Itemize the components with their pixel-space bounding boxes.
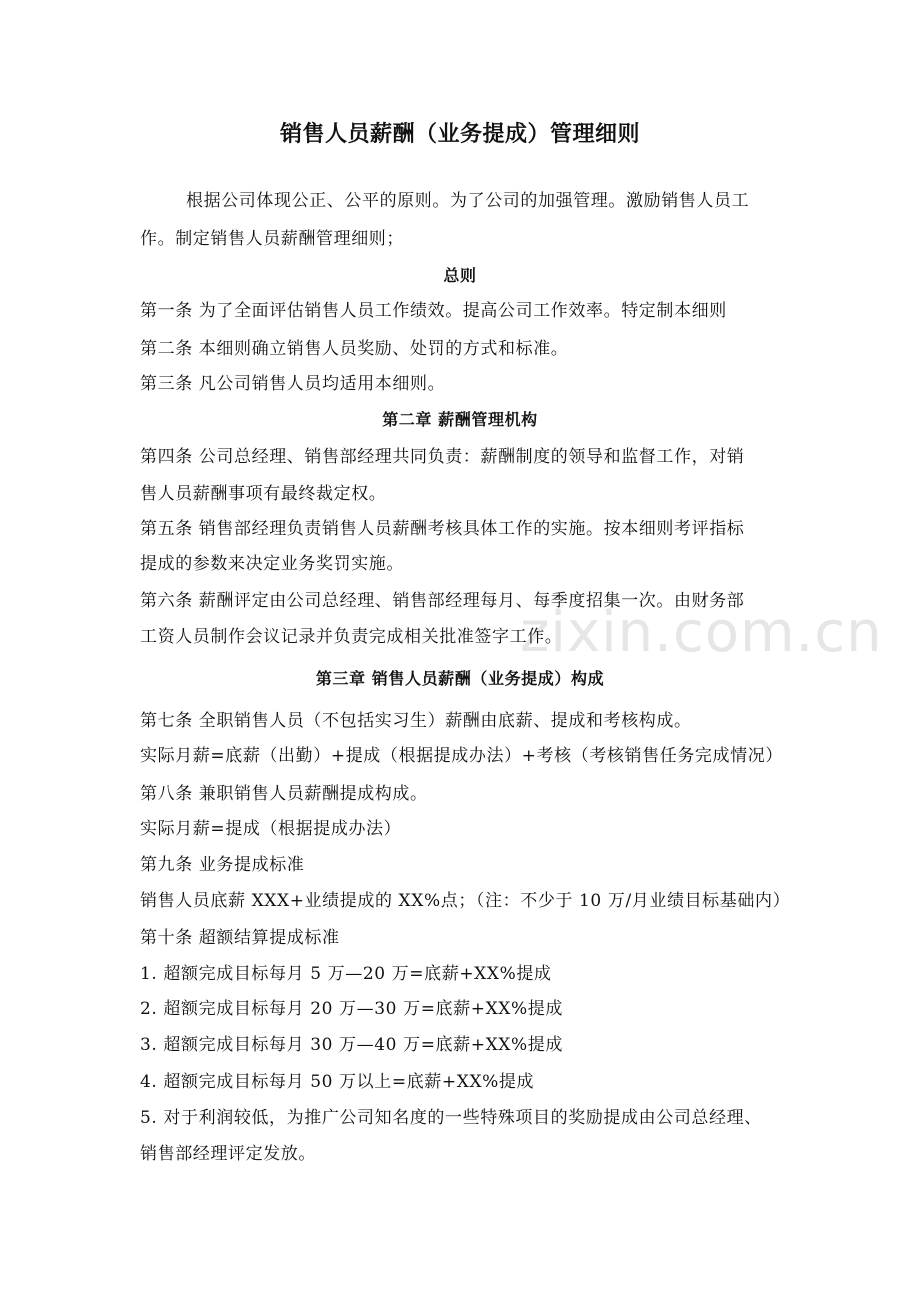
article-3: 第三条 凡公司销售人员均适用本细则。 — [140, 374, 446, 394]
article-1: 第一条 为了全面评估销售人员工作绩效。提高公司工作效率。特定制本细则 — [140, 301, 727, 321]
article-10: 第十条 超额结算提成标准 — [140, 928, 340, 948]
intro-line-1: 根据公司体现公正、公平的原则。为了公司的加强管理。激励销售人员工 — [186, 191, 750, 211]
excess-item-3: 3. 超额完成目标每月 30 万—40 万=底薪+XX%提成 — [140, 1035, 563, 1055]
commission-standard: 销售人员底薪 XXX+业绩提成的 XX%点；（注：不少于 10 万/月业绩目标基础内） — [140, 891, 791, 911]
article-5-line-1: 第五条 销售部经理负责销售人员薪酬考核具体工作的实施。按本细则考评指标 — [140, 519, 745, 539]
formula-fulltime: 实际月薪=底薪（出勤）+提成（根据提成办法）+考核（考核销售任务完成情况） — [140, 746, 783, 766]
special-item-line-1: 5. 对于利润较低，为推广公司知名度的一些特殊项目的奖励提成由公司总经理、 — [140, 1108, 762, 1128]
article-7: 第七条 全职销售人员（不包括实习生）薪酬由底薪、提成和考核构成。 — [140, 711, 692, 731]
watermark: zixin.com.cn — [520, 600, 883, 665]
excess-item-2: 2. 超额完成目标每月 20 万—30 万=底薪+XX%提成 — [140, 999, 563, 1019]
intro-line-2: 作。制定销售人员薪酬管理细则； — [140, 229, 404, 249]
article-2: 第二条 本细则确立销售人员奖励、处罚的方式和标准。 — [140, 339, 569, 359]
article-8: 第八条 兼职销售人员薪酬提成构成。 — [140, 784, 428, 804]
chapter-2-heading: 第二章 薪酬管理机构 — [382, 410, 538, 429]
excess-item-4: 4. 超额完成目标每月 50 万以上=底薪+XX%提成 — [140, 1072, 535, 1092]
article-6-line-2: 工资人员制作会议记录并负责完成相关批准签字工作。 — [140, 627, 563, 647]
document-title: 销售人员薪酬（业务提成）管理细则 — [279, 122, 640, 147]
article-4-line-1: 第四条 公司总经理、销售部经理共同负责：薪酬制度的领导和监督工作，对销 — [140, 447, 745, 467]
article-4-line-2: 售人员薪酬事项有最终裁定权。 — [140, 484, 387, 504]
article-9: 第九条 业务提成标准 — [140, 855, 305, 875]
section-heading-general: 总则 — [443, 266, 477, 285]
excess-item-1: 1. 超额完成目标每月 5 万—20 万=底薪+XX%提成 — [140, 964, 552, 984]
special-item-line-2: 销售部经理评定发放。 — [140, 1144, 316, 1164]
article-6-line-1: 第六条 薪酬评定由公司总经理、销售部经理每月、每季度招集一次。由财务部 — [140, 591, 745, 611]
article-5-line-2: 提成的参数来决定业务奖罚实施。 — [140, 554, 404, 574]
formula-parttime: 实际月薪=提成（根据提成办法） — [140, 819, 402, 839]
chapter-3-heading: 第三章 销售人员薪酬（业务提成）构成 — [315, 669, 605, 688]
